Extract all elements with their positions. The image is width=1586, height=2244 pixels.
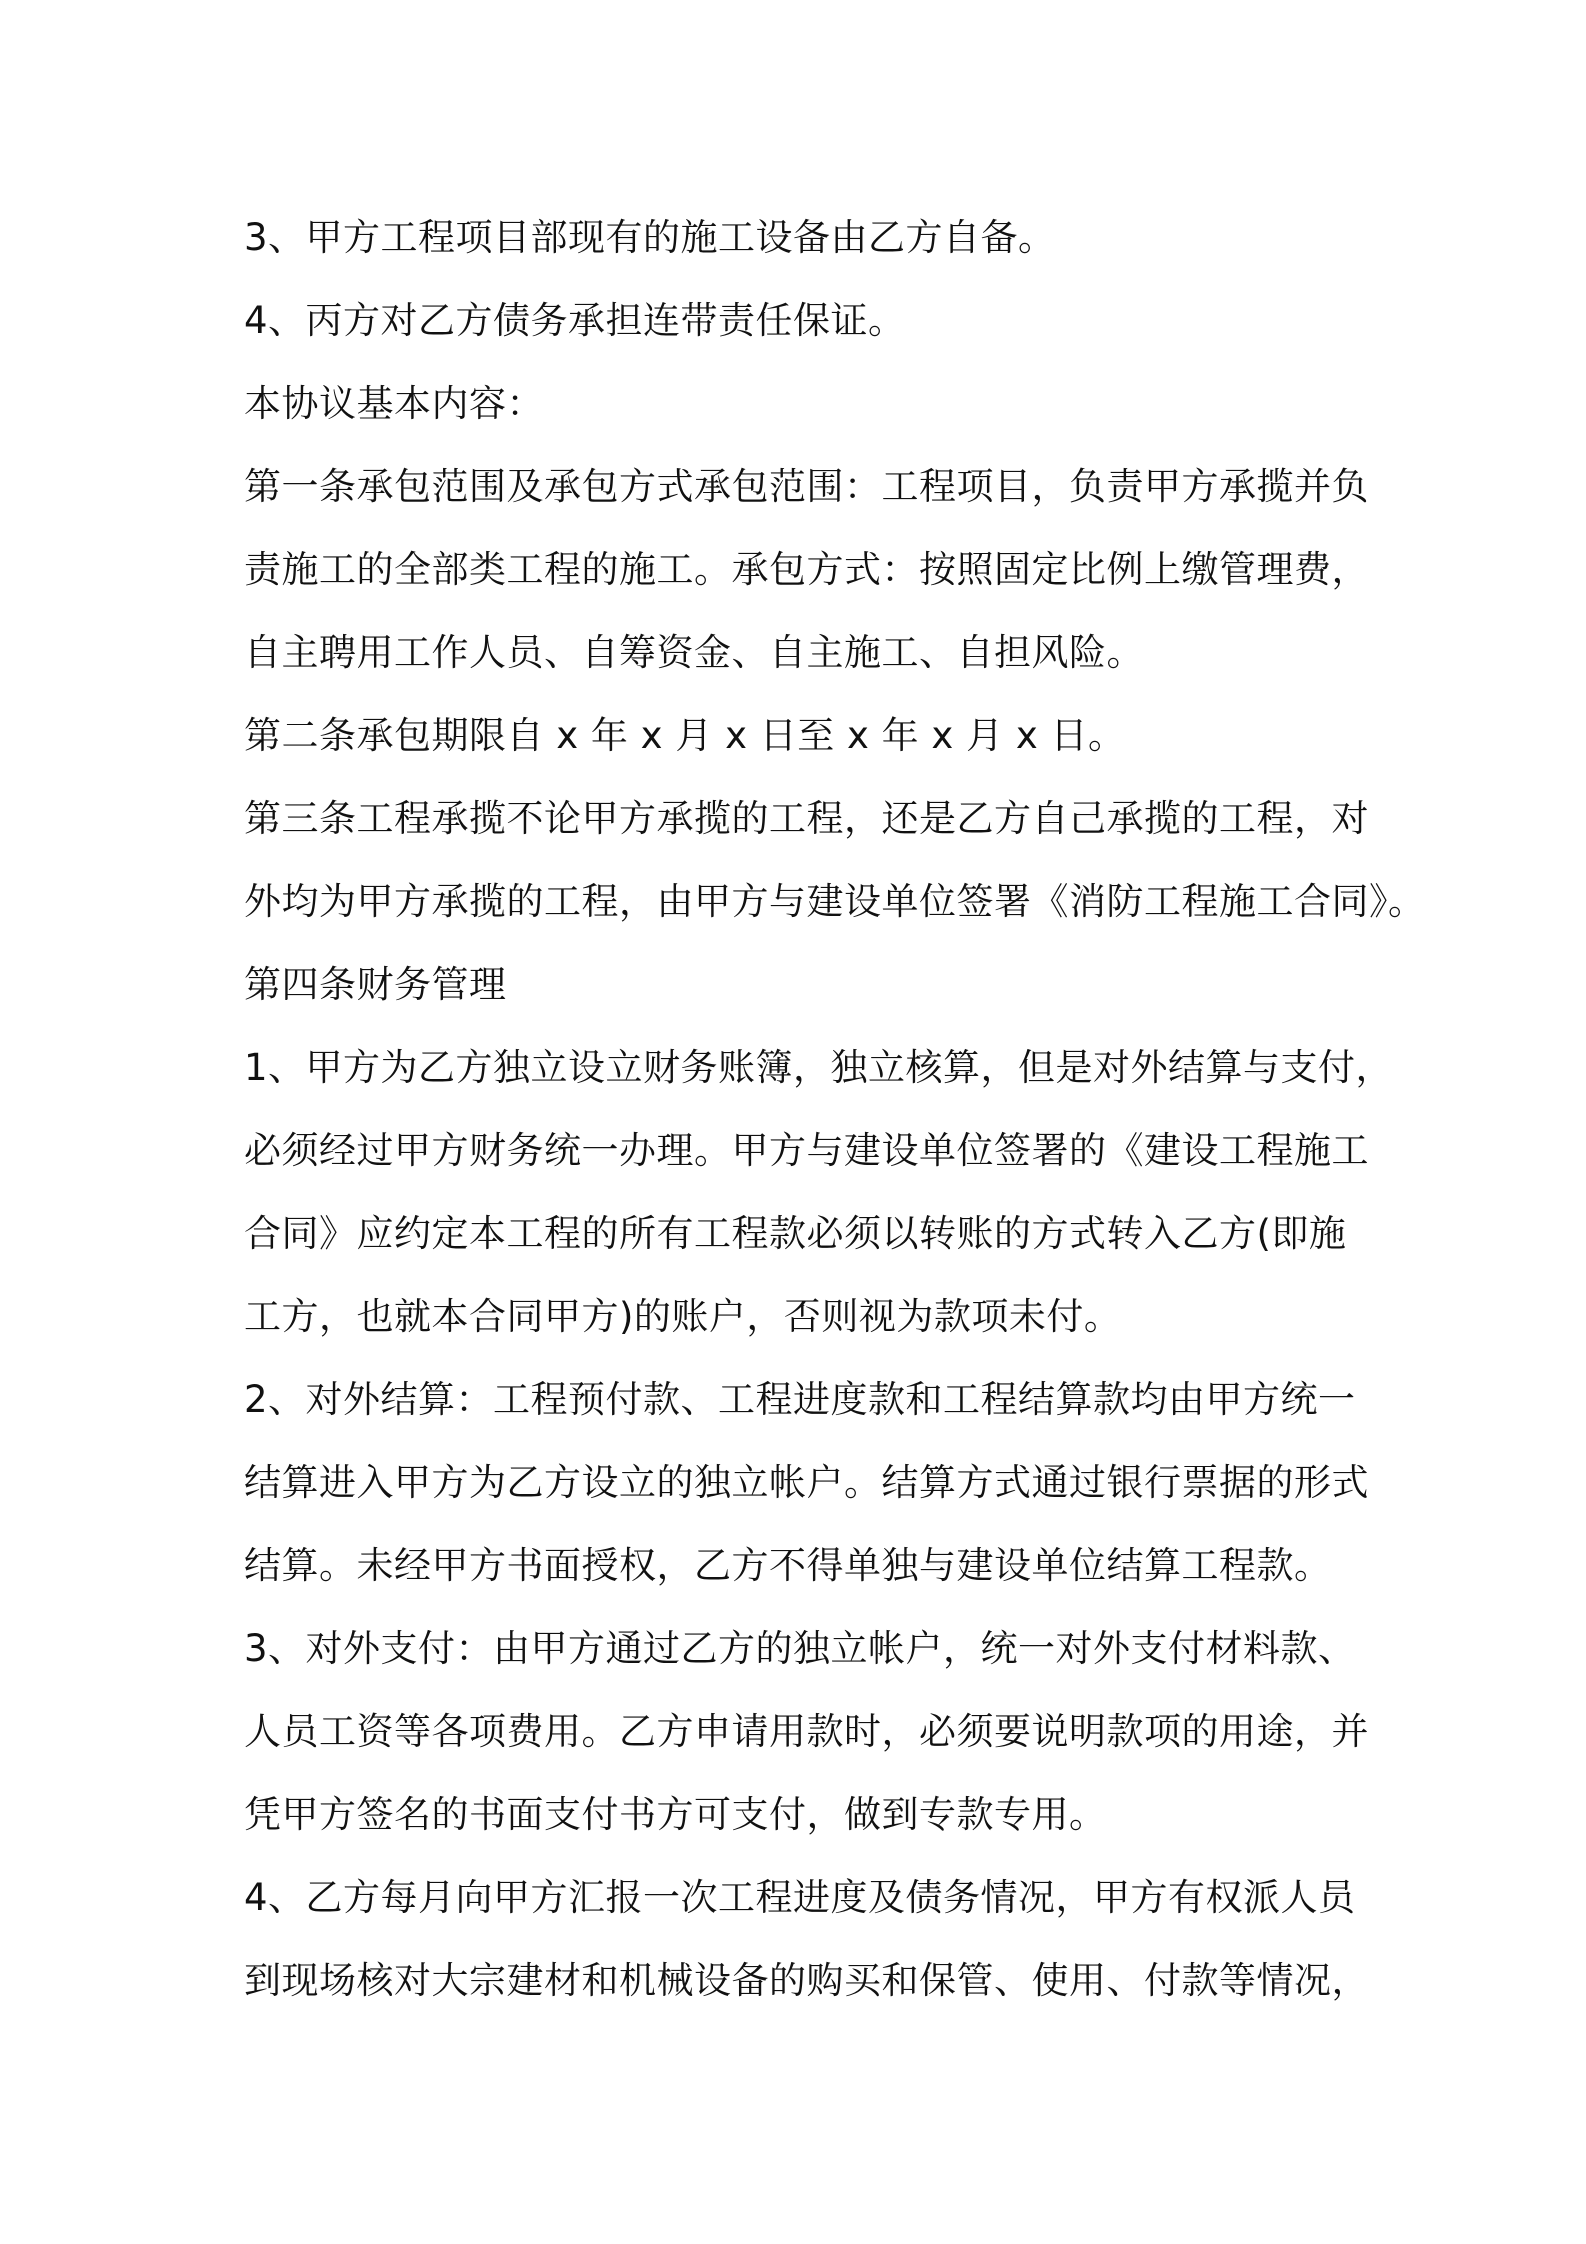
text-line: 第一条承包范围及承包方式承包范围：工程项目，负责甲方承揽并负 (244, 465, 1369, 508)
text-line: 2、对外结算：工程预付款、工程进度款和工程结算款均由甲方统一 (244, 1378, 1356, 1421)
text-line: 外均为甲方承揽的工程，由甲方与建设单位签署《消防工程施工合同》。 (244, 880, 1426, 923)
text-line: 4、丙方对乙方债务承担连带责任保证。 (244, 299, 906, 342)
text-line: 合同》应约定本工程的所有工程款必须以转账的方式转入乙方(即施 (244, 1212, 1347, 1255)
text-line: 1、甲方为乙方独立设立财务账簿，独立核算，但是对外结算与支付， (244, 1046, 1394, 1089)
text-line: 到现场核对大宗建材和机械设备的购买和保管、使用、付款等情况， (244, 1959, 1369, 2002)
text-line: 本协议基本内容： (244, 382, 544, 425)
text-line: 责施工的全部类工程的施工。承包方式：按照固定比例上缴管理费， (244, 548, 1369, 591)
text-line: 3、对外支付：由甲方通过乙方的独立帐户，统一对外支付材料款、 (244, 1627, 1356, 1670)
text-line: 结算。未经甲方书面授权，乙方不得单独与建设单位结算工程款。 (244, 1544, 1332, 1587)
text-line: 第三条工程承揽不论甲方承揽的工程，还是乙方自己承揽的工程，对 (244, 797, 1369, 840)
text-line: 工方，也就本合同甲方)的账户，否则视为款项未付。 (244, 1295, 1122, 1338)
text-line: 必须经过甲方财务统一办理。甲方与建设单位签署的《建设工程施工 (244, 1129, 1369, 1172)
text-line: 结算进入甲方为乙方设立的独立帐户。结算方式通过银行票据的形式 (244, 1461, 1369, 1504)
text-line: 3、甲方工程项目部现有的施工设备由乙方自备。 (244, 216, 1056, 259)
text-line: 第四条财务管理 (244, 963, 507, 1006)
text-line: 4、乙方每月向甲方汇报一次工程进度及债务情况，甲方有权派人员 (244, 1876, 1356, 1919)
text-line: 第二条承包期限自 x 年 x 月 x 日至 x 年 x 月 x 日。 (244, 714, 1126, 757)
document-body (244, 196, 1426, 2022)
text-line: 人员工资等各项费用。乙方申请用款时，必须要说明款项的用途，并 (244, 1710, 1369, 1753)
text-line: 凭甲方签名的书面支付书方可支付，做到专款专用。 (244, 1793, 1107, 1836)
text-line: 自主聘用工作人员、自筹资金、自主施工、自担风险。 (244, 631, 1144, 674)
